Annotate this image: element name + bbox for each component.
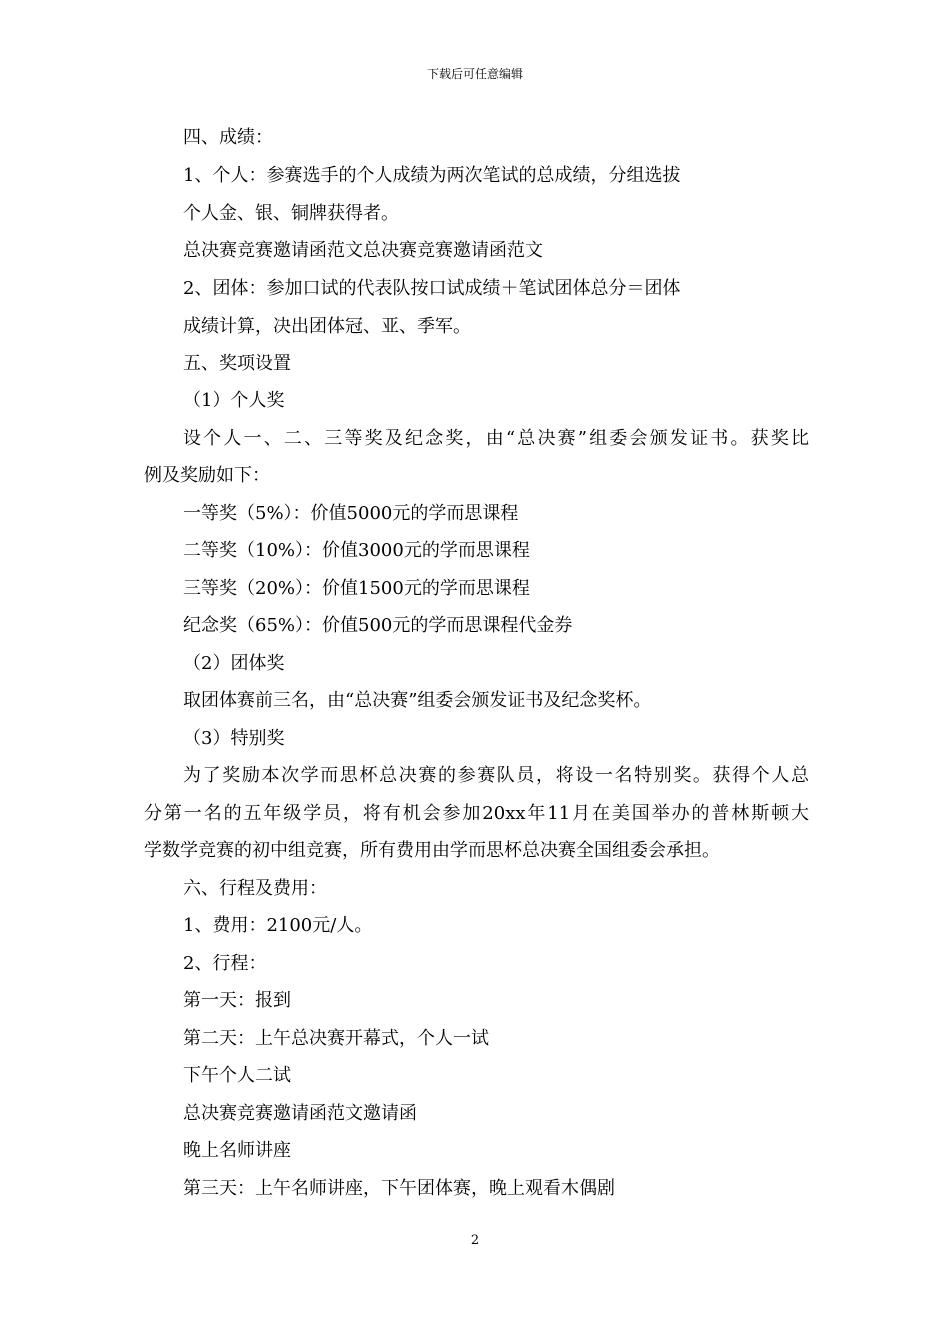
- paragraph-line: 为了奖励本次学而思杯总决赛的参赛队员，将设一名特别奖。获得个人总: [183, 765, 809, 786]
- paragraph-line: 总决赛竞赛邀请函范文邀请函: [183, 1103, 417, 1124]
- award-item: 一等奖（5%）：价值5000元的学而思课程: [183, 503, 519, 524]
- page-number: 2: [470, 1233, 480, 1248]
- paragraph-line: 学数学竞赛的初中组竞赛，所有费用由学而思杯总决赛全国组委会承担。: [144, 840, 720, 861]
- paragraph-line: 总决赛竞赛邀请函范文总决赛竞赛邀请函范文: [183, 240, 543, 261]
- paragraph-line: 1、费用：2100元/人。: [183, 915, 373, 936]
- itinerary-item: 第一天：报到: [183, 990, 291, 1011]
- section-heading-itinerary: 六、行程及费用：: [183, 878, 327, 899]
- paragraph-line: 2、团体：参加口试的代表队按口试成绩＋笔试团体总分＝团体: [183, 278, 681, 299]
- paragraph-line: 取团体赛前三名，由“总决赛”组委会颁发证书及纪念奖杯。: [183, 690, 652, 711]
- award-item: 纪念奖（65%）：价值500元的学而思课程代金券: [183, 615, 573, 636]
- itinerary-item: 第二天：上午总决赛开幕式，个人一试: [183, 1028, 489, 1049]
- itinerary-item: 下午个人二试: [183, 1065, 291, 1086]
- itinerary-item: 第三天：上午名师讲座，下午团体赛，晚上观看木偶剧: [183, 1178, 615, 1199]
- paragraph-line: 设个人一、二、三等奖及纪念奖，由“总决赛”组委会颁发证书。获奖比: [183, 428, 809, 449]
- paragraph-line: 1、个人：参赛选手的个人成绩为两次笔试的总成绩，分组选拔: [183, 165, 681, 186]
- section-heading-results: 四、成绩：: [183, 127, 273, 148]
- subheading-team-award: （2）团体奖: [183, 653, 285, 674]
- itinerary-item: 晚上名师讲座: [183, 1140, 291, 1161]
- paragraph-line: 2、行程：: [183, 953, 267, 974]
- award-item: 二等奖（10%）：价值3000元的学而思课程: [183, 540, 530, 561]
- section-heading-awards: 五、奖项设置: [183, 353, 291, 374]
- paragraph-line: 例及奖励如下：: [144, 465, 270, 486]
- award-item: 三等奖（20%）：价值1500元的学而思课程: [183, 578, 530, 599]
- subheading-special-award: （3）特别奖: [183, 728, 285, 749]
- paragraph-line: 个人金、银、铜牌获得者。: [183, 203, 399, 224]
- page-header: 下载后可任意编辑: [426, 67, 523, 81]
- subheading-individual-award: （1）个人奖: [183, 390, 285, 411]
- paragraph-line: 分第一名的五年级学员，将有机会参加20xx年11月在美国举办的普林斯顿大: [144, 803, 809, 824]
- paragraph-line: 成绩计算，决出团体冠、亚、季军。: [183, 316, 471, 337]
